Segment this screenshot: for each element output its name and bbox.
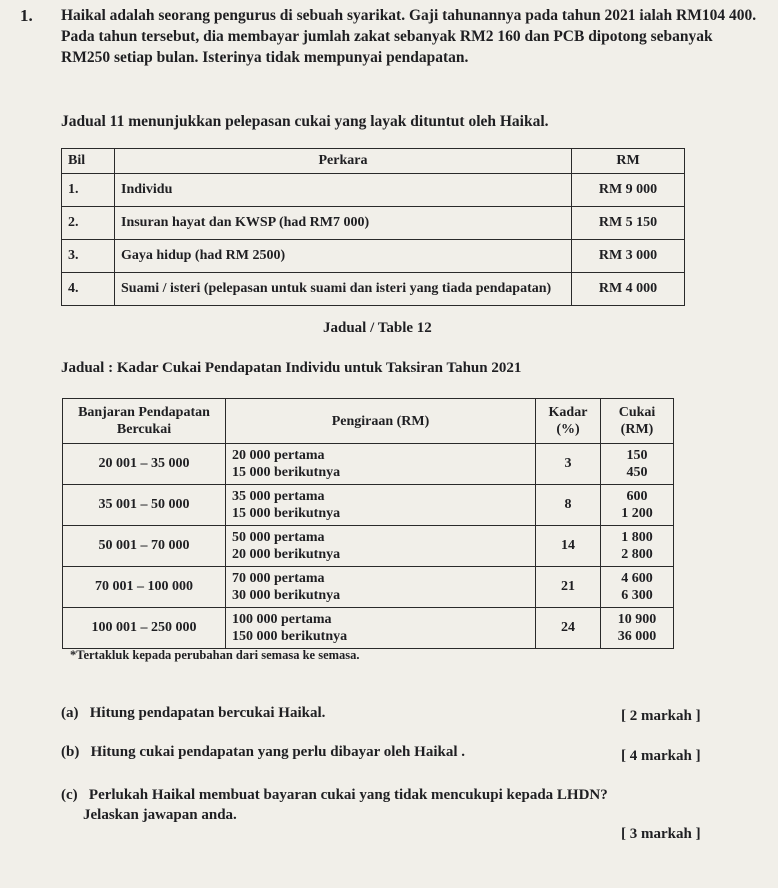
range-cell: 20 001 – 35 000 — [63, 444, 226, 485]
table-row — [63, 567, 674, 608]
calc-next: 150 000 berikutnya — [232, 629, 348, 644]
rm-cell: RM 4 000 — [572, 273, 685, 306]
table-intro: Jadual 11 menunjukkan pelepasan cukai yang layak dituntut oleh Haikal. — [61, 113, 549, 130]
rate-cell: 14 — [536, 526, 601, 567]
perkara-cell: Suami / isteri (pelepasan untuk suami dan isteri yang tiada pendapatan) — [115, 273, 572, 306]
bil-cell: 3. — [62, 240, 115, 273]
tax-next: 6 300 — [621, 588, 653, 603]
table-row — [63, 444, 674, 485]
tax-first: 600 — [626, 489, 648, 504]
range-cell: 35 001 – 50 000 — [63, 485, 226, 526]
header-bil: Bil — [62, 149, 115, 174]
perkara-cell: Gaya hidup (had RM 2500) — [115, 240, 572, 273]
part-c — [61, 785, 701, 825]
table-row — [63, 608, 674, 649]
relief-table — [61, 148, 685, 306]
range-cell: 70 001 – 100 000 — [63, 567, 226, 608]
part-a-marks: [ 2 markah ] — [621, 708, 701, 724]
range-cell: 50 001 – 70 000 — [63, 526, 226, 567]
tax-next: 2 800 — [621, 547, 653, 562]
part-c-text-2: Jelaskan jawapan anda. — [83, 807, 237, 823]
tax-cell — [601, 608, 674, 649]
part-b-marks: [ 4 markah ] — [621, 748, 701, 764]
bil-cell: 4. — [62, 273, 115, 306]
tax-first: 1 800 — [621, 530, 653, 545]
calc-first: 20 000 pertama — [232, 448, 325, 463]
table-note: *Tertakluk kepada perubahan dari semasa ke semasa. — [70, 648, 360, 662]
rate-cell: 8 — [536, 485, 601, 526]
part-a-text: Hitung pendapatan bercukai Haikal. — [89, 705, 326, 721]
tax-cell — [601, 444, 674, 485]
calc-next: 15 000 berikutnya — [232, 506, 341, 521]
header-rm: RM — [572, 149, 685, 174]
tax-first: 10 900 — [617, 612, 657, 627]
calc-next: 30 000 berikutnya — [232, 588, 341, 603]
calc-next: 20 000 berikutnya — [232, 547, 341, 562]
table-row — [63, 526, 674, 567]
tax-table-title: Jadual : Kadar Cukai Pendapatan Individu untuk Taksiran Tahun 2021 — [61, 360, 522, 376]
tax-cell — [601, 485, 674, 526]
question-number: 1. — [20, 6, 33, 25]
tax-next: 36 000 — [617, 629, 657, 644]
header-calc: Pengiraan (RM) — [226, 399, 536, 444]
header-tax: Cukai (RM) — [601, 399, 674, 444]
bil-cell: 2. — [62, 207, 115, 240]
relief-table-header — [62, 149, 685, 174]
part-b-label: (b) — [61, 744, 80, 760]
calc-cell — [226, 608, 536, 649]
tax-table-header — [63, 399, 674, 444]
tax-cell — [601, 567, 674, 608]
table-caption: Jadual / Table 12 — [323, 320, 432, 336]
calc-first: 70 000 pertama — [232, 571, 325, 586]
rm-cell: RM 3 000 — [572, 240, 685, 273]
part-b-text: Hitung cukai pendapatan yang perlu dibayar oleh Haikal . — [90, 744, 465, 760]
table-row — [62, 273, 685, 306]
tax-first: 4 600 — [621, 571, 653, 586]
calc-cell — [226, 567, 536, 608]
calc-first: 50 000 pertama — [232, 530, 325, 545]
part-b — [61, 744, 465, 761]
header-range: Banjaran Pendapatan Bercukai — [63, 399, 226, 444]
bil-cell: 1. — [62, 174, 115, 207]
rate-cell: 24 — [536, 608, 601, 649]
rate-cell: 21 — [536, 567, 601, 608]
rm-cell: RM 9 000 — [572, 174, 685, 207]
tax-next: 450 — [626, 465, 648, 480]
tax-rate-table — [62, 398, 674, 649]
calc-cell — [226, 526, 536, 567]
perkara-cell: Insuran hayat dan KWSP (had RM7 000) — [115, 207, 572, 240]
part-c-label: (c) — [61, 787, 78, 803]
header-rate: Kadar (%) — [536, 399, 601, 444]
part-c-text-1: Perlukah Haikal membuat bayaran cukai yang tidak mencukupi kepada LHDN? — [88, 787, 608, 803]
table-row — [62, 207, 685, 240]
tax-cell — [601, 526, 674, 567]
part-a — [61, 705, 325, 722]
question-paragraph: Haikal adalah seorang pengurus di sebuah syarikat. Gaji tahunannya pada tahun 2021 ialah RM104 400. Pada tahun tersebut, dia membayar jumlah zakat sebanyak RM2 160 dan PCB dipotong sebanyak RM250 setiap bulan. Isterinya tidak mempunyai pendapatan. — [61, 7, 757, 66]
table-row — [62, 240, 685, 273]
calc-first: 35 000 pertama — [232, 489, 325, 504]
tax-next: 1 200 — [621, 506, 653, 521]
part-a-label: (a) — [61, 705, 79, 721]
calc-first: 100 000 pertama — [232, 612, 332, 627]
range-cell: 100 001 – 250 000 — [63, 608, 226, 649]
table-row — [62, 174, 685, 207]
tax-first: 150 — [626, 448, 648, 463]
calc-cell — [226, 444, 536, 485]
rate-cell: 3 — [536, 444, 601, 485]
calc-next: 15 000 berikutnya — [232, 465, 341, 480]
part-c-marks: [ 3 markah ] — [621, 826, 701, 842]
rm-cell: RM 5 150 — [572, 207, 685, 240]
header-perkara: Perkara — [115, 149, 572, 174]
table-row — [63, 485, 674, 526]
calc-cell — [226, 485, 536, 526]
perkara-cell: Individu — [115, 174, 572, 207]
